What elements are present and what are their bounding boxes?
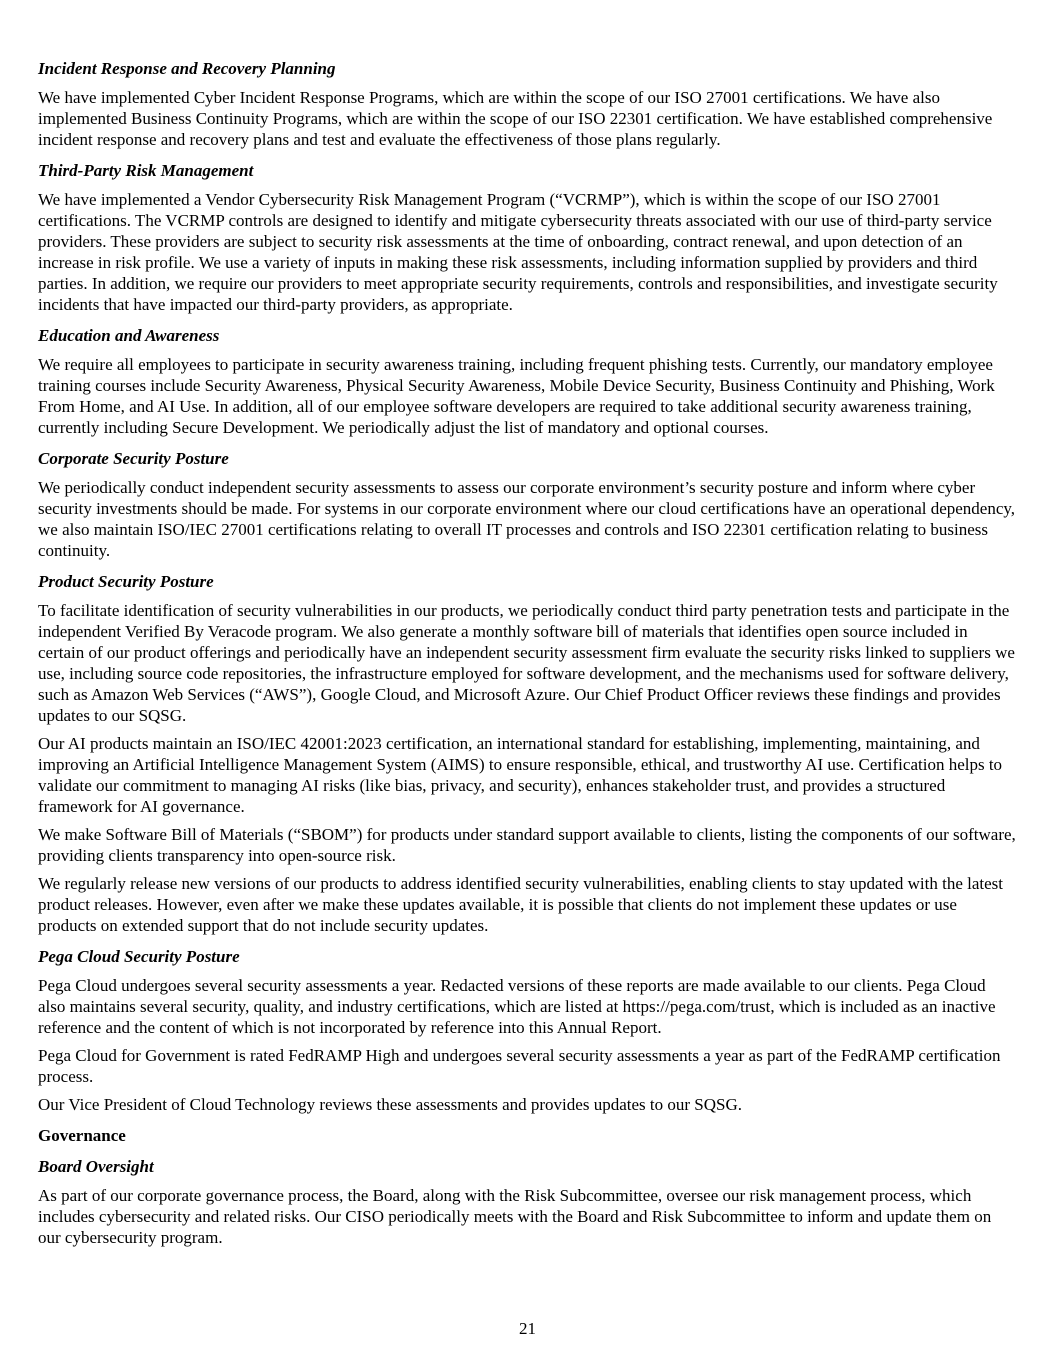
paragraph-ai-products-certification: Our AI products maintain an ISO/IEC 42001:2023 certification, an international standard for establishing, implementing, maintaining, and improving an Artificial Intelligence Management System (AIMS) to ensure responsible, ethical, and trustworthy AI use. Certification helps to validate our commitment to managing AI risks (like bias, privacy, and security), enhances stakeholder trust, and provides a structured framework for AI governance. [38, 734, 1003, 816]
document-body [38, 58, 1017, 1248]
paragraph-third-party-risk: We have implemented a Vendor Cybersecurity Risk Management Program (“VCRMP”), which is within the scope of our ISO 27001 certifications. The VCRMP controls are designed to identify and mitigate cybersecurity threats associated with our use of third-party service providers. These providers are subject to security risk assessments at the time of onboarding, contract renewal, and upon detection of an increase in risk profile. We use a variety of inputs in making these risk assessments, including information supplied by providers and third parties. In addition, we require our providers to meet appropriate security requirements, controls and responsibilities, and investigate security incidents that have impacted our third-party providers, as appropriate. [38, 190, 998, 314]
section-heading-pega-cloud-security-posture: Pega Cloud Security Posture [38, 947, 240, 966]
paragraph-board-oversight: As part of our corporate governance process, the Board, along with the Risk Subcommittee, oversee our risk management process, which includes cybersecurity and related risks. Our CISO periodically meets with the Board and Risk Subcommittee to inform and update them on our cybersecurity program. [38, 1186, 992, 1247]
paragraph-pega-cloud-assessments: Pega Cloud undergoes several security assessments a year. Redacted versions of these reports are made available to our clients. Pega Cloud also maintains several security, quality, and industry certifications, which are listed at https://pega.com/trust, which is included as an inactive reference and the content of which is not incorporated by reference into this Annual Report. [38, 976, 996, 1037]
paragraph-pega-cloud-government: Pega Cloud for Government is rated FedRAMP High and undergoes several security assessments a year as part of the FedRAMP certification process. [38, 1046, 1001, 1086]
paragraph-education-awareness: We require all employees to participate in security awareness training, including frequent phishing tests. Currently, our mandatory employee training courses include Security Awareness, Physical Security Awareness, Mobile Device Security, Business Continuity and Phishing, Work From Home, and AI Use. In addition, all of our employee software developers are required to take additional security awareness training, currently including Secure Development. We periodically adjust the list of mandatory and optional courses. [38, 355, 995, 437]
page-footer [0, 1318, 1055, 1339]
paragraph-product-releases: We regularly release new versions of our products to address identified security vulnerabilities, enabling clients to stay updated with the latest product releases. However, even after we make these updates available, it is possible that clients do not implement these updates or use products on extended support that do not include security updates. [38, 874, 1003, 935]
paragraph-product-security-penetration: To facilitate identification of security vulnerabilities in our products, we periodically conduct third party penetration tests and participate in the independent Verified By Veracode program. We also generate a monthly software bill of materials that identifies open source included in certain of our product offerings and periodically have an independent security assessment firm evaluate the security risks linked to suppliers we use, including source code repositories, the infrastructure employed for software development, and the mechanisms used for software delivery, such as Amazon Web Services (“AWS”), Google Cloud, and Microsoft Azure. Our Chief Product Officer reviews these findings and provides updates to our SQSG. [38, 601, 1015, 725]
paragraph-vp-cloud-technology: Our Vice President of Cloud Technology reviews these assessments and provides updates to our SQSG. [38, 1095, 742, 1114]
section-heading-corporate-security-posture: Corporate Security Posture [38, 449, 229, 468]
paragraph-incident-response: We have implemented Cyber Incident Response Programs, which are within the scope of our ISO 27001 certifications. We have also implemented Business Continuity Programs, which are within the scope of our ISO 22301 certification. We have established comprehensive incident response and recovery plans and test and evaluate the effectiveness of those plans regularly. [38, 88, 993, 149]
paragraph-sbom: We make Software Bill of Materials (“SBOM”) for products under standard support available to clients, listing the components of our software, providing clients transparency into open-source risk. [38, 825, 1016, 865]
paragraph-corporate-security-posture: We periodically conduct independent security assessments to assess our corporate environment’s security posture and inform where cyber security investments should be made. For systems in our corporate environment where our cloud certifications have an operational dependency, we also maintain ISO/IEC 27001 certifications relating to overall IT processes and controls and ISO 22301 certification relating to business continuity. [38, 478, 1016, 560]
section-heading-product-security-posture: Product Security Posture [38, 572, 214, 591]
section-heading-education-awareness: Education and Awareness [38, 326, 220, 345]
page-number: 21 [519, 1319, 536, 1338]
section-heading-governance: Governance [38, 1126, 126, 1145]
section-heading-incident-response: Incident Response and Recovery Planning [38, 59, 336, 78]
section-heading-board-oversight: Board Oversight [38, 1157, 154, 1176]
section-heading-third-party-risk: Third-Party Risk Management [38, 161, 254, 180]
